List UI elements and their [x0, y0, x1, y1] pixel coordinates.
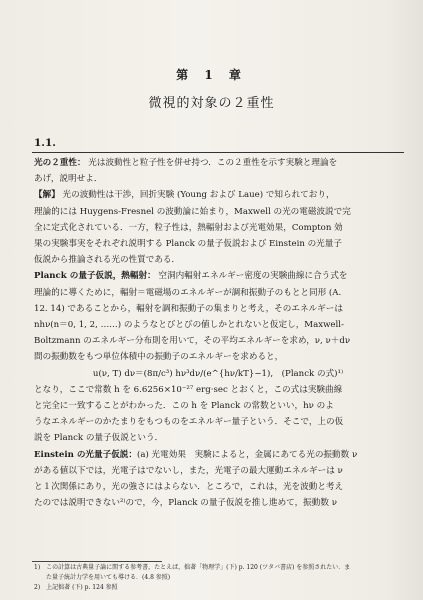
text-line — [34, 430, 402, 446]
text-line — [34, 171, 402, 187]
text-line — [34, 204, 402, 220]
section-rule — [32, 152, 404, 153]
text-line — [34, 495, 402, 511]
text-line — [34, 317, 402, 333]
footnote-line: 2) 上記拙著 (下) p. 124 参照 — [34, 584, 118, 591]
line-text: 間の振動数をもつ単位体積中の振動子のエネルギーを求めると， — [34, 352, 284, 363]
text-line — [34, 463, 402, 479]
line-text: がある値以下では，光電子はでないし，また，光電子の最大運動エネルギーは ν — [34, 465, 343, 476]
line-text: 理論的に導くために，輻射＝電磁場のエネルギーが調和振動子のもとと同形 (A. — [34, 287, 342, 298]
text-line — [34, 301, 402, 317]
text-line — [34, 382, 402, 398]
line-text: 光は波動性と粒子性を併せ持つ．この２重性を示す実験と理論を — [85, 158, 338, 168]
paragraph-lead: 【解】 — [34, 190, 60, 201]
line-text: 説を Planck の量子仮説という． — [34, 433, 164, 444]
footnote-line: た量子統計力学を用いても導ける．(4.8 参照) — [34, 574, 171, 581]
text-line — [34, 479, 402, 495]
line-text: あげ，説明せよ． — [34, 174, 103, 185]
line-text: 全に定式化されている．一方，粒子性は，熱輻射および光電効果，Compton 効 — [34, 222, 343, 233]
body-text — [34, 155, 402, 511]
text-line — [34, 333, 402, 349]
line-text: nhν(n＝0, 1, 2, ……) のようなとびとびの値しかとれないと仮定し，Maxwell- — [34, 320, 344, 331]
line-text: となり，ここで常数 h を 6.6256×10⁻²⁷ erg·sec とおくと，この式は実験曲線 — [34, 384, 343, 395]
line-text: 理論的には Huygens-Fresnel の波動論に始まり，Maxwell の光の電磁波説で完 — [34, 206, 351, 217]
paragraph-lead: Einstein の光量子仮説： — [34, 449, 137, 460]
text-line — [34, 447, 402, 463]
line-text: 仮説から推論される光の性質である． — [34, 255, 181, 266]
chapter-title: 微視的対象の２重性 — [148, 96, 275, 111]
line-text: たのでは説明できない²⁾ので，今，Planck の量子仮説を推し進めて，振動数 ν — [34, 498, 337, 509]
line-text: うなエネルギーのかたまりをもつものをエネルギー量子という．そこで，上の仮 — [34, 417, 344, 428]
paragraph-lead: 光の２重性： — [34, 158, 86, 168]
footnote-line: 1) この計算は古典量子論に関する参考書，たとえば，拙著「物理学」(下) p. 120 (ツタバ書店) を参照されたい．ま — [34, 564, 351, 571]
line-text: と１次関係にあり，光の強さにはよらない．ところで，これは，光を波動と考え — [34, 482, 344, 493]
text-line — [34, 414, 402, 430]
footnote-rule — [32, 561, 162, 562]
paragraph-lead: Planck の量子仮説，熱輻射： — [34, 271, 156, 282]
footnotes — [34, 563, 402, 593]
line-text: 12. 14) であることから，輻射を調和振動子の集まりと考え，そのエネルギーは — [34, 303, 343, 314]
planck-equation: u(ν, T) dν＝(8π/c³) hν³dν/(e^{hν/kT}−1), (Planck の式)¹⁾ — [92, 368, 344, 379]
text-line — [34, 252, 402, 268]
chapter-heading: 第 1 章 — [176, 68, 247, 82]
text-line — [34, 285, 402, 301]
line-text: Boltzmann のエネルギー分布則を用いて，その平均エネルギーを求め，ν, ν＋dν — [34, 336, 351, 347]
line-text: 空洞内輻射エネルギー密度の実験曲線に合う式を — [155, 271, 348, 282]
text-line — [34, 220, 402, 236]
text-line — [34, 268, 402, 284]
line-text: 光の波動性は干渉，回折実験 (Young および Laue) で知られており， — [59, 190, 335, 201]
text-line — [34, 236, 402, 252]
section-number: 1.1. — [34, 137, 56, 149]
text-line — [34, 187, 402, 203]
line-text: と完全に一致することがわかった．この h を Planck の常数といい，hν のよ — [34, 401, 334, 412]
line-text: (a) 光電効果 実験によると，金属にあてる光の振動数 ν — [137, 449, 358, 460]
text-line — [34, 155, 402, 171]
text-line — [34, 349, 402, 365]
text-line — [34, 398, 402, 414]
line-text: 果の実験事実をそれぞれ説明する Planck の量子仮説および Einstein の光量子 — [34, 239, 342, 250]
